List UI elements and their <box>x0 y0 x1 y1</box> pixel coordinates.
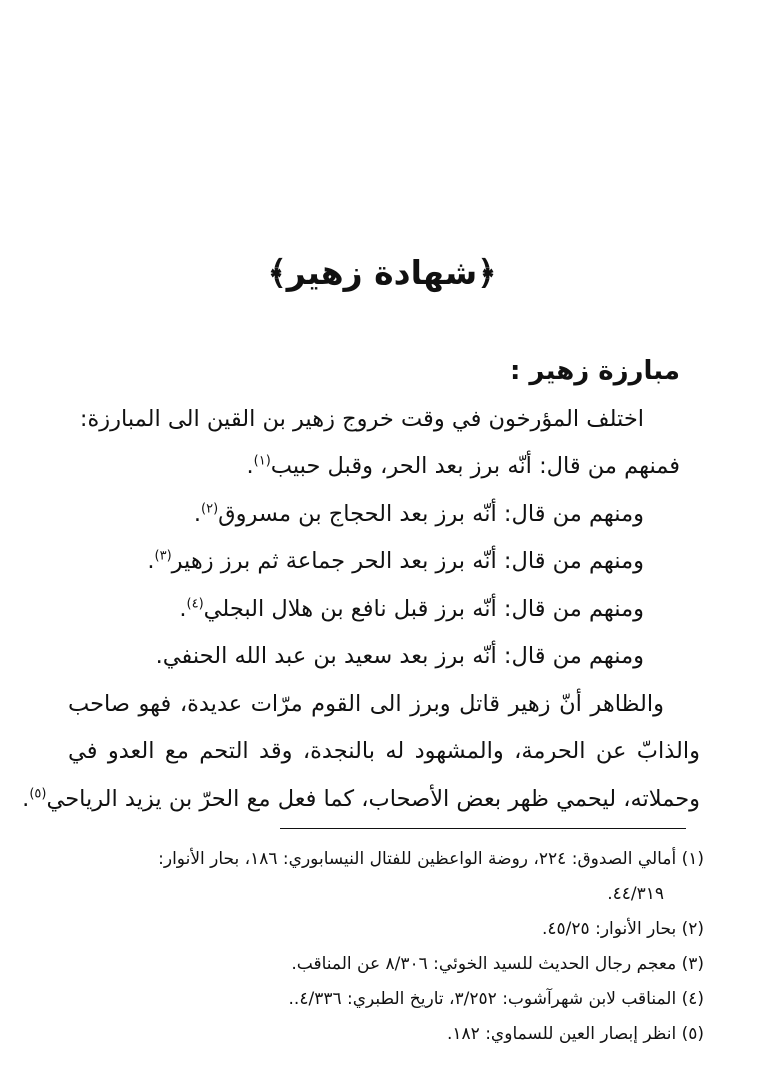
footnote-3: (٣) معجم رجال الحديث للسيد الخوئي: ٨/٣٠٦ عن المناقب. <box>291 954 704 974</box>
footnote-1-continued: ٤٤/٣١٩. <box>607 884 664 904</box>
main-text <box>22 348 700 823</box>
footnote-ref: (٢) <box>201 501 219 516</box>
chapter-title <box>0 250 764 296</box>
paragraph-line: والذابّ عن الحرمة، والمشهود له بالنجدة، وقد التحم مع العدو في <box>68 738 700 764</box>
footnote-ref: (٣) <box>154 548 172 564</box>
footnote-1: (١) أمالي الصدوق: ٢٢٤، روضة الواعظين للفتال النيسابوري: ١٨٦، بحار الأنوار: <box>158 849 704 869</box>
paragraph-line: والظاهر أنّ زهير قاتل وبرز الى القوم مرّات عديدة، فهو صاحب <box>68 690 664 717</box>
text-line: فمنهم من قال: أنّه برز بعد الحر، وقبل حبيب$^{(١)}$. <box>246 453 680 479</box>
footnote-ref: (٥) <box>29 786 47 801</box>
text-line: ومنهم من قال: أنّه برز قبل نافع بن هلال البجلي$^{(٤)}$. <box>179 595 644 622</box>
text-line: ومنهم من قال: أنّه برز بعد الحر جماعة ثم برز زهير$^{(٣)}$. <box>147 548 644 574</box>
section-heading: مبارزة زهير : <box>509 356 680 386</box>
footnote-ref: (١) <box>253 453 271 469</box>
footnotes <box>64 842 704 1052</box>
footnote-separator <box>280 828 686 829</box>
footnote-5: (٥) انظر إبصار العين للسماوي: ١٨٢. <box>446 1024 704 1044</box>
footnote-4: (٤) المناقب لابن شهرآشوب: ٣/٢٥٢، تاريخ الطبري: ٤/٣٣٦.. <box>288 989 704 1009</box>
text-line: ومنهم من قال: أنّه برز بعد سعيد بن عبد الله الحنفي. <box>155 643 644 669</box>
paragraph-line: وحملاته، ليحمي ظهر بعض الأصحاب، كما فعل مع الحرّ بن يزيد الرياحي$^{(٥)}$. <box>22 785 700 812</box>
text-line: اختلف المؤرخون في وقت خروج زهير بن القين الى المبارزة: <box>79 405 644 432</box>
text-line: ومنهم من قال: أنّه برز بعد الحجاج بن مسروق$^{(٢)}$. <box>193 500 644 527</box>
footnote-2: (٢) بحار الأنوار: ٤٥/٢٥. <box>542 919 704 939</box>
footnote-ref: (٤) <box>186 596 204 611</box>
chapter-title-text: ﴿شهادة زهير﴾ <box>267 253 497 292</box>
